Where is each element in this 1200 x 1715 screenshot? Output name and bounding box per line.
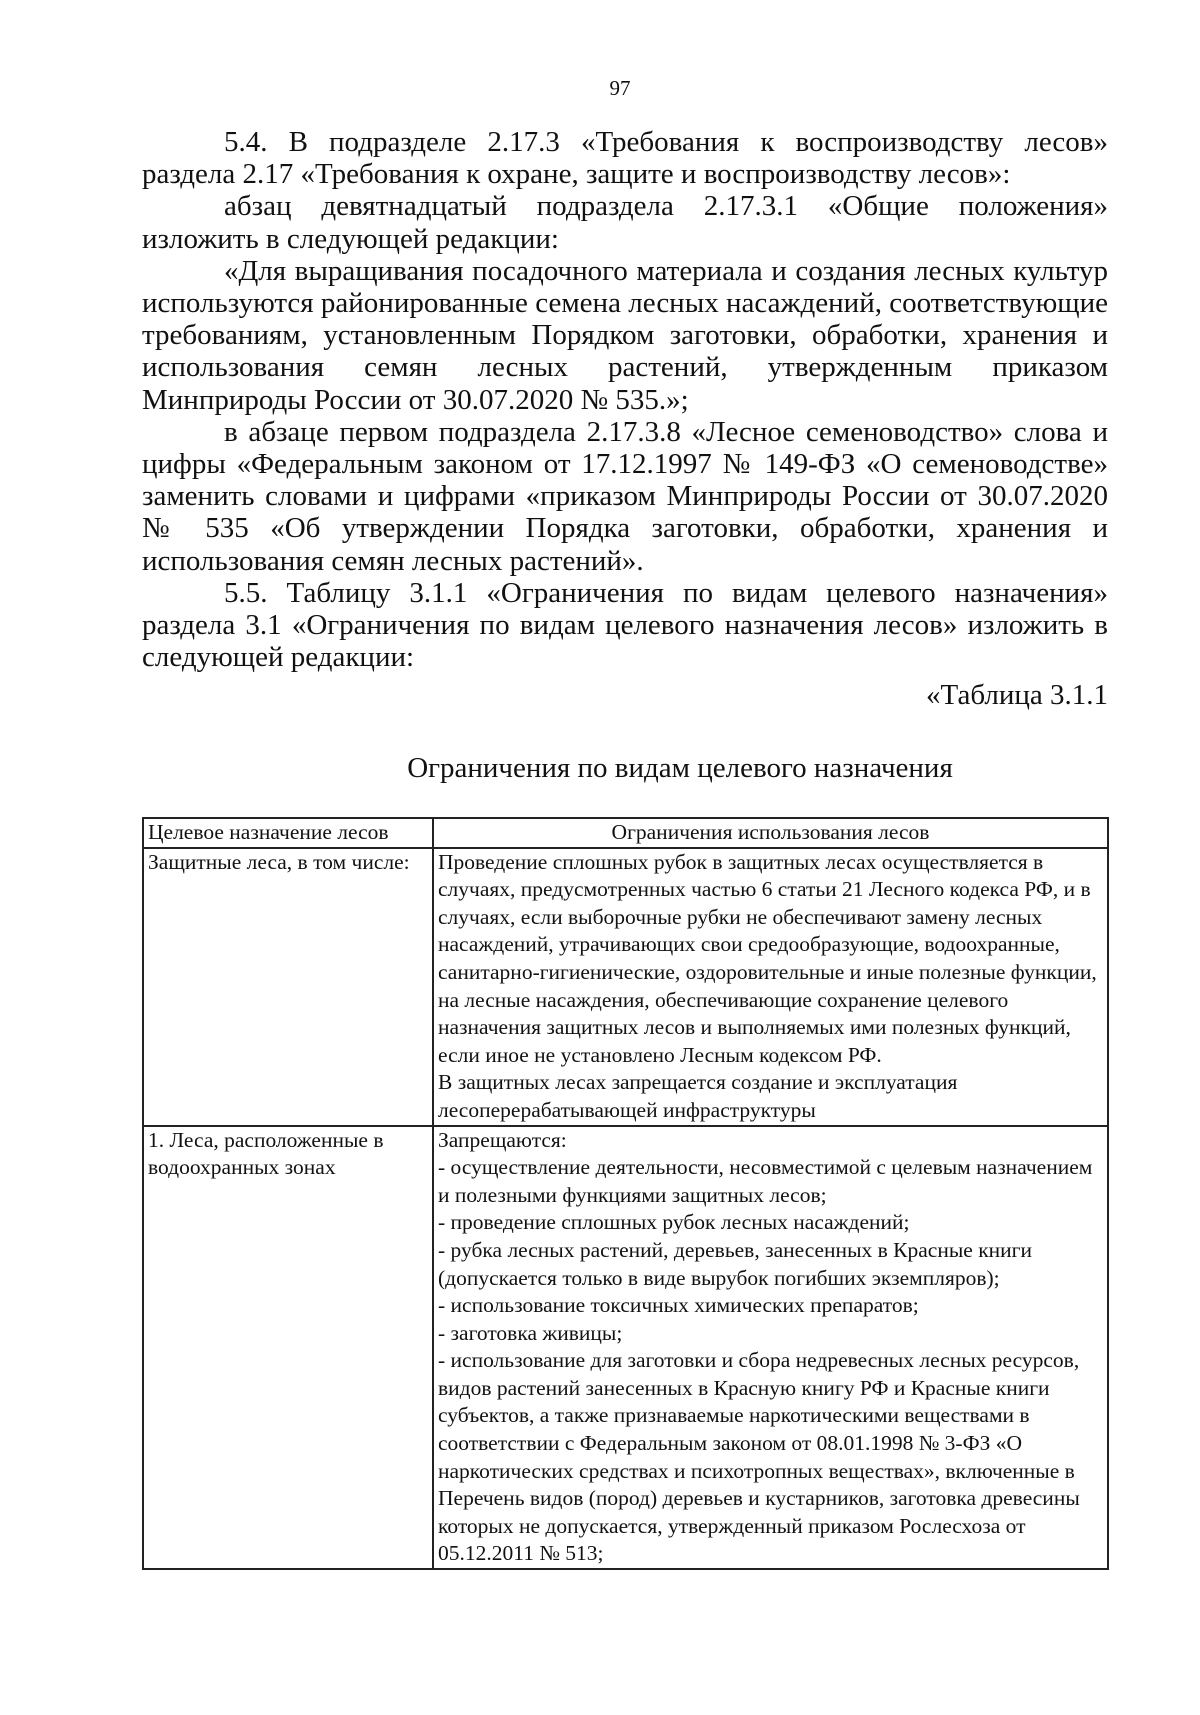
restriction-item: - проведение сплошных рубок лесных насаждений; bbox=[438, 1210, 910, 1235]
table-header-row bbox=[143, 818, 1108, 848]
restriction-item: - заготовка живицы; bbox=[438, 1320, 623, 1345]
document-body bbox=[142, 126, 1108, 712]
table-header-restrictions: Ограничения использования лесов bbox=[433, 818, 1108, 848]
restrictions-table bbox=[142, 817, 1109, 1570]
paragraph-abzac-first: в абзаце первом подраздела 2.17.3.8 «Лесное семеноводство» слова и цифры «Федеральным законом от 17.12.1997 № 149-ФЗ «О семеноводстве» заменить словами и цифрами «приказом Минприроды России от 30.07.2020 № 535 «Об утверждении Порядка заготовки, обработки, хранения и использования семян лесных растений». bbox=[142, 415, 1108, 577]
paragraph-abzac-19: абзац девятнадцатый подраздела 2.17.3.1 «Общие положения» изложить в следующей редакции: bbox=[142, 190, 1108, 255]
restriction-text: В защитных лесах запрещается создание и эксплуатация лесоперерабатывающей инфраструктуры bbox=[438, 1070, 958, 1122]
row-restrictions-water-protection bbox=[433, 1126, 1108, 1570]
paragraph-quote-seeds: «Для выращивания посадочного материала и создания лесных культур используются районированные семена лесных насаждений, соответствующие требованиям, установленным Порядком заготовки, обработки, хранения и использования семян лесных растений, утвержденным приказом Минприроды России от 30.07.2020 № 535.»; bbox=[142, 254, 1108, 416]
restriction-text: Проведение сплошных рубок в защитных лесах осуществляется в случаях, предусмотренных частью 6 статьи 21 Лесного кодекса РФ, и в случаях, если выборочные рубки не обеспечивают замену лесных насаждений, утрачивающих свои средообразующие, водоохранные, санитарно-гигиенические, оздоровительные и иные полезные функции, на лесные насаждения, обеспечивающие сохранение целевого назначения защитных лесов и выполняемых ими полезных функций, если иное не установлено Лесным кодексом РФ. bbox=[438, 849, 1097, 1067]
row-purpose-protective: Защитные леса, в том числе: bbox=[143, 848, 433, 1126]
paragraph-5-5: 5.5. Таблицу 3.1.1 «Ограничения по видам целевого назначения» раздела 3.1 «Ограничения по видам целевого назначения лесов» изложить в следующей редакции: bbox=[142, 576, 1108, 674]
restriction-item: - рубка лесных растений, деревьев, занесенных в Красные книги (допускается только в виде вырубок погибших экземпляров); bbox=[438, 1237, 1032, 1290]
table-row bbox=[143, 1126, 1108, 1570]
row-restrictions-protective bbox=[433, 848, 1108, 1126]
restriction-item: - использование для заготовки и сбора недревесных лесных ресурсов, видов растений занесенных в Красную книгу РФ и Красные книги субъектов, а также признаваемые наркотическими веществами в соответствии с Федеральным законом от 08.01.1998 № 3-ФЗ «О наркотических средствах и психотропных веществах», включенные в Перечень видов (пород) деревьев и кустарников, заготовка древесины которых не допускается, утвержденный приказом Рослесхоза от 05.12.2011 № 513; bbox=[438, 1348, 1080, 1566]
table-title: Ограничения по видам целевого назначения bbox=[407, 752, 953, 784]
restriction-text: Запрещаются: bbox=[438, 1127, 567, 1152]
restriction-item: - осуществление деятельности, несовместимой с целевым назначением и полезными функциями защитных лесов; bbox=[438, 1155, 1093, 1207]
restriction-item: - использование токсичных химических препаратов; bbox=[438, 1293, 919, 1318]
table-row bbox=[143, 848, 1108, 1126]
paragraph-5-4: 5.4. В подразделе 2.17.3 «Требования к воспроизводству лесов» раздела 2.17 «Требования к охране, защите и воспроизводству лесов»: bbox=[142, 126, 1108, 191]
table-label: «Таблица 3.1.1 bbox=[925, 679, 1108, 712]
table-header-purpose: Целевое назначение лесов bbox=[143, 818, 433, 848]
page-number: 97 bbox=[609, 76, 631, 100]
row-purpose-water-protection: 1. Леса, расположенные в водоохранных зонах bbox=[143, 1126, 433, 1570]
